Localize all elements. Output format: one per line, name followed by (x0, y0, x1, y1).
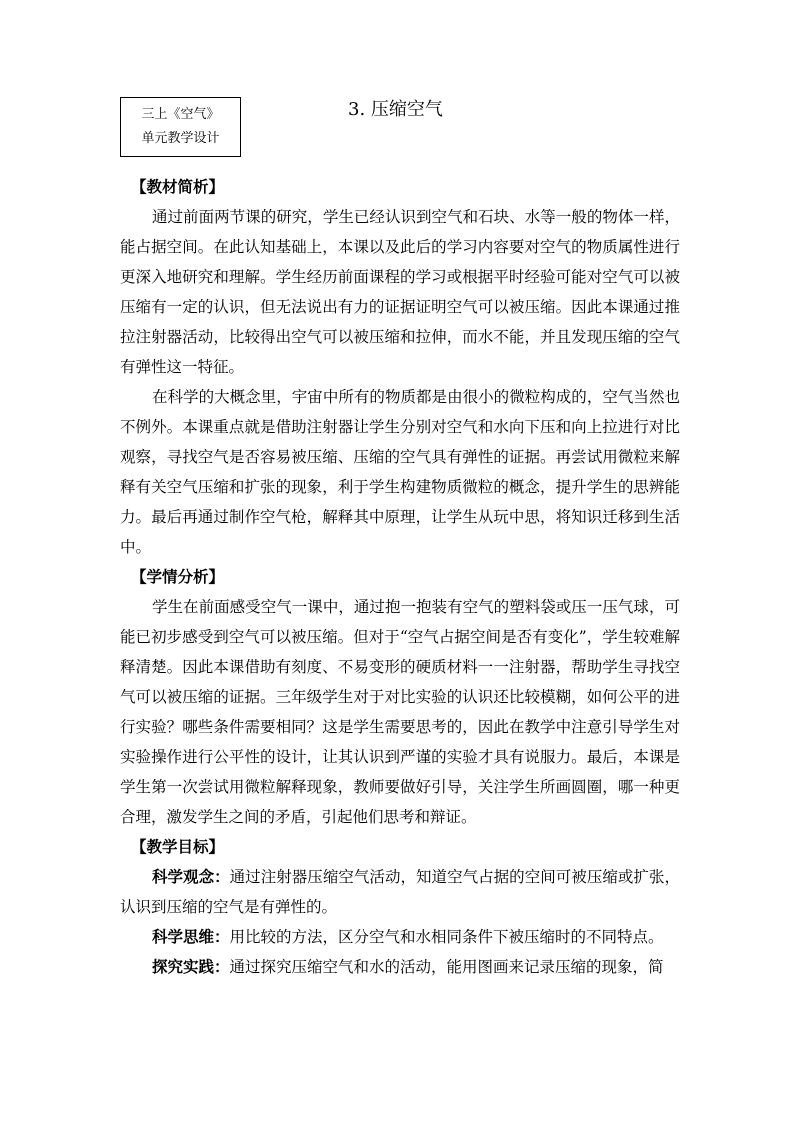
unit-label-line1: 三上《空气》 (141, 107, 220, 122)
goal-scientific-thinking (120, 922, 680, 952)
textbook-paragraph-1: 通过前面两节课的研究，学生已经认识到空气和石块、水等一般的物体一样，能占据空间。在此认知基础上，本课以及此后的学习内容要对空气的物质属性进行更深入地研究和理解。学生经历前面课程的学习或根据平时经验可能对空气可以被压缩有一定的认识，但无法说出有力的证据证明空气可以被压缩。因此本课通过推拉注射器活动，比较得出空气可以被压缩和拉伸，而水不能，并且发现压缩的空气有弹性这一特征。 (120, 208, 680, 376)
goal-label: 探究实践： (152, 957, 230, 976)
document-body (120, 172, 680, 982)
section-heading-textbook: 【教材简析】 (131, 177, 225, 196)
goal-label: 科学观念： (152, 867, 230, 886)
students-paragraph-1: 学生在前面感受空气一课中，通过抱一抱装有空气的塑料袋或压一压气球，可能已初步感受到空气可以被压缩。但对于“空气占据空间是否有变化”，学生较难解释清楚。因此本课借助有刻度、不易变形的硬质材料一一注射器，帮助学生寻找空气可以被压缩的证据。三年级学生对于对比实验的认识还比较模糊，如何公平的进行实验？哪些条件需要相同？这是学生需要思考的，因此在教学中注意引导学生对实验操作进行公平性的设计，让其认识到严谨的实验才具有说服力。最后，本课是学生第一次尝试用微粒解释现象，教师要做好引导，关注学生所画圆圈，哪一种更合理，激发学生之间的矛盾，引起他们思考和辩证。 (120, 598, 680, 826)
goal-scientific-concept (120, 862, 680, 922)
section-heading-goals: 【教学目标】 (131, 837, 225, 856)
textbook-paragraph-2: 在科学的大概念里，宇宙中所有的物质都是由很小的微粒构成的，空气当然也不例外。本课重点就是借助注射器让学生分别对空气和水向下压和向上拉进行对比观察，寻找空气是否容易被压缩、压缩的空气具有弹性的证据。再尝试用微粒来解释有关空气压缩和扩张的现象，利于学生构建物质微粒的概念，提升学生的思辨能力。最后再通过制作空气枪，解释其中原理，让学生从玩中思，将知识迁移到生活中。 (120, 388, 680, 556)
goal-label: 科学思维： (152, 927, 230, 946)
page-title: 3. 压缩空气 (348, 99, 443, 120)
unit-label-box (120, 97, 241, 157)
unit-label-line2: 单元教学设计 (141, 131, 220, 146)
section-heading-students: 【学情分析】 (131, 567, 225, 586)
goal-text: 通过注射器压缩空气活动，知道空气占据的空间可被压缩或扩张，认识到压缩的空气是有弹性的。 (120, 868, 680, 916)
goal-text: 用比较的方法，区分空气和水相同条件下被压缩时的不同特点。 (229, 928, 664, 946)
goal-text: 通过探究压缩空气和水的活动，能用图画来记录压缩的现象，简 (229, 958, 664, 976)
goal-inquiry-practice (120, 952, 680, 982)
